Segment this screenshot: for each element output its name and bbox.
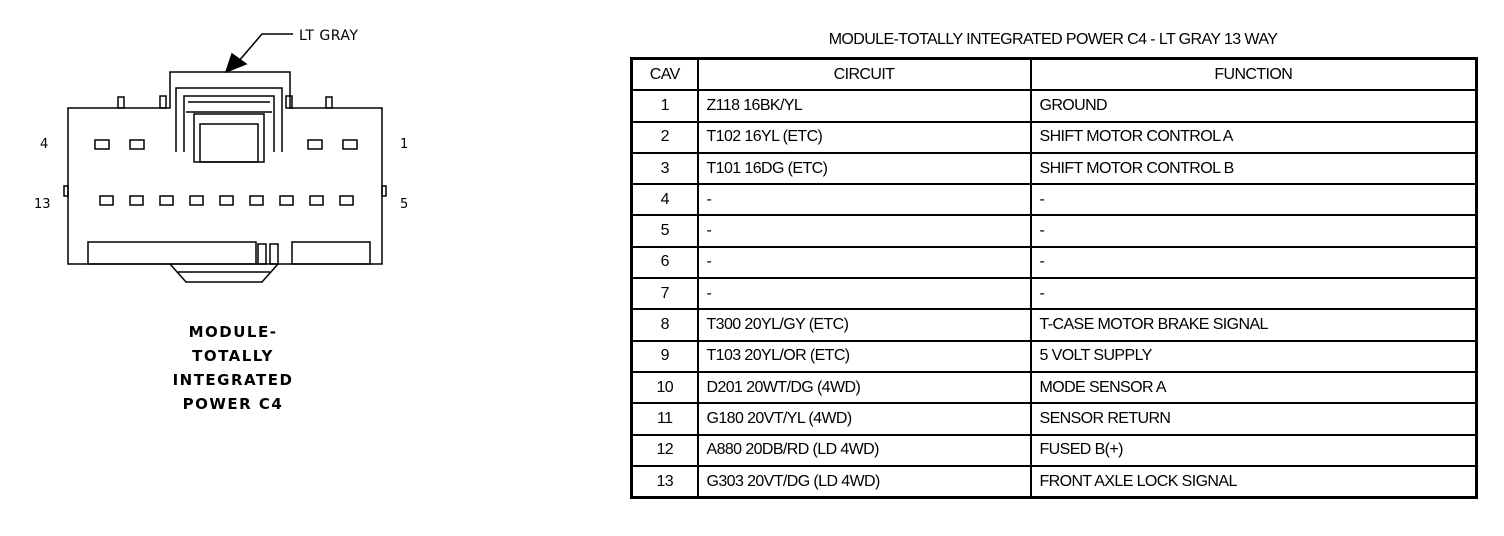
pin-label-bottom-right: 5 (400, 197, 409, 212)
function-cell: SENSOR RETURN (1031, 403, 1477, 434)
function-cell: - (1031, 278, 1477, 309)
pin-label-top-right: 1 (400, 137, 409, 152)
header-circuit: CIRCUIT (698, 59, 1031, 91)
cav-cell: 9 (632, 341, 698, 372)
function-cell: SHIFT MOTOR CONTROL A (1031, 122, 1477, 153)
color-callout-label: LT GRAY (299, 28, 359, 44)
cav-cell: 3 (632, 153, 698, 184)
function-cell: MODE SENSOR A (1031, 372, 1477, 403)
function-cell: - (1031, 215, 1477, 246)
cav-cell: 1 (632, 90, 698, 121)
pin-label-top-left: 4 (40, 137, 49, 152)
table-row (632, 435, 1477, 466)
cav-cell: 7 (632, 278, 698, 309)
function-cell: - (1031, 184, 1477, 215)
circuit-cell: - (698, 215, 1031, 246)
circuit-cell: - (698, 278, 1031, 309)
table-row (632, 466, 1477, 498)
connector-diagram (0, 0, 600, 536)
cav-cell: 12 (632, 435, 698, 466)
bottom-row-cavities (100, 196, 353, 205)
pinout-table (630, 57, 1478, 499)
cav-cell: 2 (632, 122, 698, 153)
circuit-cell: T101 16DG (ETC) (698, 153, 1031, 184)
table-row (632, 278, 1477, 309)
connector-caption (118, 320, 348, 416)
table-row (632, 153, 1477, 184)
pin-label-bottom-left: 13 (34, 197, 51, 212)
table-row (632, 90, 1477, 121)
right-bump (382, 186, 386, 196)
latch (176, 88, 282, 162)
bottom-key (88, 242, 370, 264)
cav-cell: 11 (632, 403, 698, 434)
table-row (632, 184, 1477, 215)
top-row-cavities (95, 140, 357, 149)
table-row (632, 403, 1477, 434)
circuit-cell: G303 20VT/DG (LD 4WD) (698, 466, 1031, 498)
function-cell: 5 VOLT SUPPLY (1031, 341, 1477, 372)
cav-cell: 5 (632, 215, 698, 246)
function-cell: FRONT AXLE LOCK SIGNAL (1031, 466, 1477, 498)
caption-line: POWER C4 (182, 395, 284, 413)
header-cav: CAV (632, 59, 698, 91)
function-cell: SHIFT MOTOR CONTROL B (1031, 153, 1477, 184)
function-cell: T-CASE MOTOR BRAKE SIGNAL (1031, 309, 1477, 340)
cav-cell: 10 (632, 372, 698, 403)
table-row (632, 372, 1477, 403)
header-function: FUNCTION (1031, 59, 1477, 91)
cav-cell: 6 (632, 247, 698, 278)
table-title: MODULE-TOTALLY INTEGRATED POWER C4 - LT GRAY 13 WAY (828, 31, 1278, 48)
circuit-cell: T103 20YL/OR (ETC) (698, 341, 1031, 372)
circuit-cell: - (698, 247, 1031, 278)
caption-line: TOTALLY (192, 347, 274, 365)
table-header-row (632, 59, 1477, 91)
function-cell: FUSED B(+) (1031, 435, 1477, 466)
circuit-cell: - (698, 184, 1031, 215)
table-row (632, 122, 1477, 153)
function-cell: - (1031, 247, 1477, 278)
table-row (632, 309, 1477, 340)
circuit-cell: T300 20YL/GY (ETC) (698, 309, 1031, 340)
circuit-cell: A880 20DB/RD (LD 4WD) (698, 435, 1031, 466)
function-cell: GROUND (1031, 90, 1477, 121)
caption-line: INTEGRATED (172, 371, 294, 389)
table-row (632, 215, 1477, 246)
callout-leader (238, 34, 293, 62)
cav-cell: 4 (632, 184, 698, 215)
table-row (632, 247, 1477, 278)
circuit-cell: G180 20VT/YL (4WD) (698, 403, 1031, 434)
cav-cell: 8 (632, 309, 698, 340)
cav-cell: 13 (632, 466, 698, 498)
top-nub-left (118, 97, 124, 108)
table-row (632, 341, 1477, 372)
circuit-cell: Z118 16BK/YL (698, 90, 1031, 121)
circuit-cell: T102 16YL (ETC) (698, 122, 1031, 153)
connector-body (68, 72, 382, 264)
circuit-cell: D201 20WT/DG (4WD) (698, 372, 1031, 403)
caption-line: MODULE- (188, 323, 278, 341)
bottom-tab (170, 264, 278, 282)
top-nub-right (326, 97, 332, 108)
top-nub-mid-left (160, 96, 166, 108)
left-bump (64, 186, 68, 196)
top-nub-mid-right (286, 96, 292, 108)
